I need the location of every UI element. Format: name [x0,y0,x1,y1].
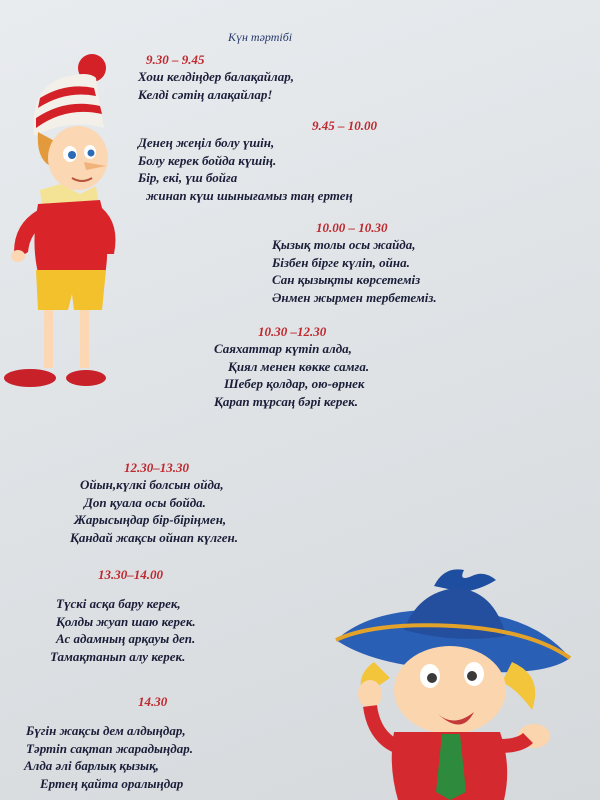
verse-line: Келді сәтің алақайлар! [138,86,273,102]
verse-line: Қарап тұрсаң бәрі керек. [214,393,359,409]
schedule-block-2 [138,118,377,204]
schedule-block-7 [26,694,193,792]
verse-line: Ас адамның арқауы деп. [56,631,196,646]
boy-striped-hat-illustration [0,48,130,393]
boy-blue-hat-illustration [334,566,576,800]
time-label: 9.45 – 10.00 [312,118,377,133]
time-label: 14.30 [138,694,168,709]
time-label: 13.30–14.00 [98,567,163,582]
schedule-block-3 [272,220,437,306]
verse-line: Бізбен бірге күліп, ойна. [272,254,410,270]
time-label: 12.30–13.30 [124,460,189,475]
verse-line: Тәртіп сақтап жарадыңдар. [26,740,193,756]
time-label: 10.30 –12.30 [258,324,327,339]
verse-line: Хош келдіңдер балақайлар, [138,69,294,84]
verse-line: Бүгін жақсы дем алдыңдар, [26,723,186,738]
verse-line: Доп қуала осы бойда. [84,494,206,510]
verse-line: Әнмен жырмен тербетеміз. [272,289,437,305]
verse-line: Болу керек бойда күшің. [138,152,277,168]
verse-line [42,583,196,595]
verse-line: Денең жеңіл болу үшін, [138,135,275,150]
verse-line: Жарысыңдар бір-біріңмен, [74,512,227,527]
schedule-block-6 [42,567,196,665]
verse-line [26,710,193,722]
verse-line: Ойын,күлкі болсын ойда, [80,477,224,492]
verse-line: Қандай жақсы ойнап күлген. [70,529,239,545]
verse-line: Алда әлі барлық қызық, [24,758,159,773]
verse-line: Ертең қайта оралыңдар [40,775,184,791]
verse-line: жинап күш шынығамыз таң ертең [146,187,353,203]
verse-line: Тамақтанып алу керек. [50,648,186,664]
verse-line: Шебер қолдар, ою-өрнек [224,376,365,391]
schedule-block-5 [70,460,238,546]
page-title: Күн тәртібі [228,30,293,44]
verse-line: Қиял менен көкке самға. [228,358,370,374]
verse-line: Саяхаттар күтіп алда, [214,341,352,356]
verse-line: Бір, екі, үш бойға [138,170,238,185]
schedule-block-4 [214,324,369,410]
verse-line: Қызық толы осы жайда, [272,237,416,252]
verse-line: Түскі асқа бару керек, [56,596,181,611]
verse-line: Қолды жуап шаю керек. [56,613,196,629]
schedule-block-1 [138,52,294,103]
time-label: 9.30 – 9.45 [146,52,205,67]
time-label: 10.00 – 10.30 [316,220,388,235]
verse-line: Сан қызықты көрсетеміз [272,272,421,287]
